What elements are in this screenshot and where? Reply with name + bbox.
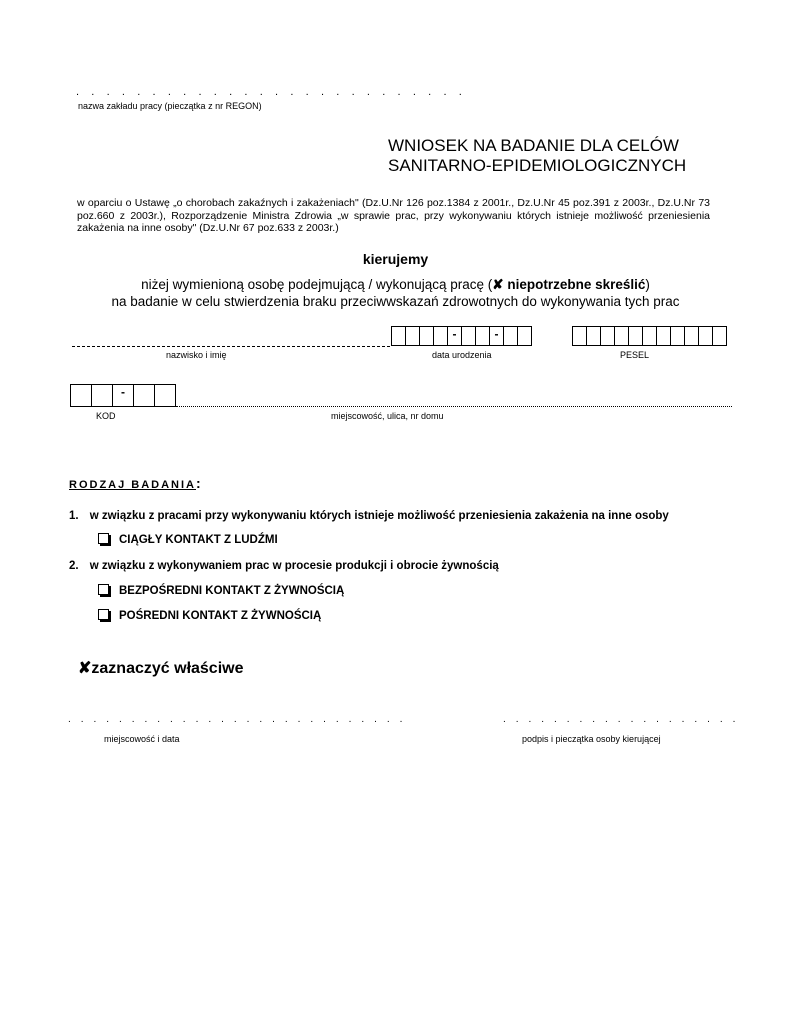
mark-note-text: zaznaczyć właściwe — [91, 660, 244, 677]
item-1-number: 1. — [69, 510, 79, 522]
intro-line-1 — [0, 276, 791, 293]
cross-note: niepotrzebne skreślić — [507, 277, 646, 292]
kod-label: KOD — [96, 411, 116, 421]
pesel-box[interactable] — [614, 326, 629, 346]
pesel-box[interactable] — [698, 326, 713, 346]
page-title — [388, 136, 686, 176]
intro-line-2: na badanie w celu stwierdzenia braku przeciwwskazań zdrowotnych do wykonywania tych prac — [111, 294, 680, 309]
pesel-box[interactable] — [656, 326, 671, 346]
mark-note — [78, 658, 244, 678]
dob-box[interactable] — [461, 326, 476, 346]
employer-dots: . . . . . . . . . . . . . . . . . . . . . . . . . . — [76, 86, 467, 98]
dob-box[interactable] — [503, 326, 518, 346]
kod-box[interactable] — [154, 384, 176, 407]
item-2-number: 2. — [69, 560, 79, 572]
dob-box[interactable] — [433, 326, 448, 346]
dob-box[interactable] — [391, 326, 406, 346]
pesel-box[interactable] — [628, 326, 643, 346]
item-1-text: w związku z pracami przy wykonywaniu których istnieje możliwość przeniesienia zakażenia na inne osoby — [89, 510, 669, 522]
kod-boxes — [71, 384, 176, 407]
intro-text: niżej wymienioną osobę podejmującą / wykonującą pracę ( — [141, 277, 493, 292]
title-line-1: WNIOSEK NA BADANIE DLA CELÓW — [388, 136, 679, 155]
option-direct-food-contact[interactable] — [98, 584, 344, 597]
intro — [0, 276, 791, 310]
kod-box[interactable] — [91, 384, 113, 407]
title-line-2: SANITARNO-EPIDEMIOLOGICZNYCH — [388, 156, 687, 175]
pesel-box[interactable] — [586, 326, 601, 346]
option-continuous-contact[interactable] — [98, 533, 278, 546]
place-date-label: miejscowość i data — [104, 734, 180, 744]
pesel-box[interactable] — [670, 326, 685, 346]
kod-box[interactable] — [70, 384, 92, 407]
kod-separator: - — [112, 384, 134, 407]
dob-box[interactable] — [475, 326, 490, 346]
option-indirect-food-contact[interactable] — [98, 609, 321, 622]
item-1 — [69, 510, 669, 522]
dob-separator: - — [447, 326, 462, 346]
signature-label: podpis i pieczątka osoby kierującej — [522, 734, 661, 744]
option-label: CIĄGŁY KONTAKT Z LUDŹMI — [119, 534, 278, 546]
dob-label: data urodzenia — [432, 350, 492, 360]
dob-box[interactable] — [419, 326, 434, 346]
address-label: miejscowość, ulica, nr domu — [331, 411, 444, 421]
item-2 — [69, 560, 499, 572]
pesel-label: PESEL — [620, 350, 650, 360]
cross-mark-icon: ✘ — [492, 277, 504, 292]
checkbox-icon[interactable] — [98, 533, 109, 544]
pesel-box[interactable] — [572, 326, 587, 346]
section-heading — [69, 475, 203, 491]
pesel-box[interactable] — [684, 326, 699, 346]
dob-boxes — [392, 326, 532, 346]
kierujemy-heading: kierujemy — [362, 251, 429, 267]
kod-box[interactable] — [133, 384, 155, 407]
checkbox-icon[interactable] — [98, 609, 109, 620]
section-heading-colon: : — [196, 475, 203, 491]
option-label: BEZPOŚREDNI KONTAKT Z ŻYWNOŚCIĄ — [119, 585, 345, 597]
pesel-box[interactable] — [712, 326, 727, 346]
place-date-dots: . . . . . . . . . . . . . . . . . . . . . . . . . . . — [68, 714, 407, 725]
legal-basis: w oparciu o Ustawę „o chorobach zakaźnych i zakażeniach" (Dz.U.Nr 126 poz.1384 z 2001r., Dz.U.Nr 45 poz.391 z 2003r., Dz.U.Nr 73 poz.660 z 2003r.), Rozporządzenie Ministra Zdrowia „w sprawie prac, przy wykonywaniu których istnieje możliwość przeniesienia zakażenia na inne osoby" (Dz.U.Nr 67 poz.633 z 2003r.) — [77, 197, 710, 234]
address-field[interactable] — [176, 406, 732, 407]
signature-dots: . . . . . . . . . . . . . . . . . . . — [503, 714, 739, 725]
name-label: nazwisko i imię — [166, 350, 227, 360]
dob-box[interactable] — [517, 326, 532, 346]
checkbox-icon[interactable] — [98, 584, 109, 595]
dob-box[interactable] — [405, 326, 420, 346]
name-field[interactable] — [72, 346, 390, 347]
dob-separator: - — [489, 326, 504, 346]
section-heading-text: RODZAJ BADANIA — [69, 479, 196, 491]
pesel-box[interactable] — [642, 326, 657, 346]
item-2-text: w związku z wykonywaniem prac w procesie produkcji i obrocie żywnością — [89, 560, 499, 572]
pesel-boxes — [573, 326, 727, 346]
cross-mark-icon: ✘ — [78, 660, 92, 677]
employer-label: nazwa zakładu pracy (pieczątka z nr REGON) — [78, 101, 262, 111]
pesel-box[interactable] — [600, 326, 615, 346]
close-paren: ) — [645, 277, 650, 292]
option-label: POŚREDNI KONTAKT Z ŻYWNOŚCIĄ — [119, 610, 322, 622]
